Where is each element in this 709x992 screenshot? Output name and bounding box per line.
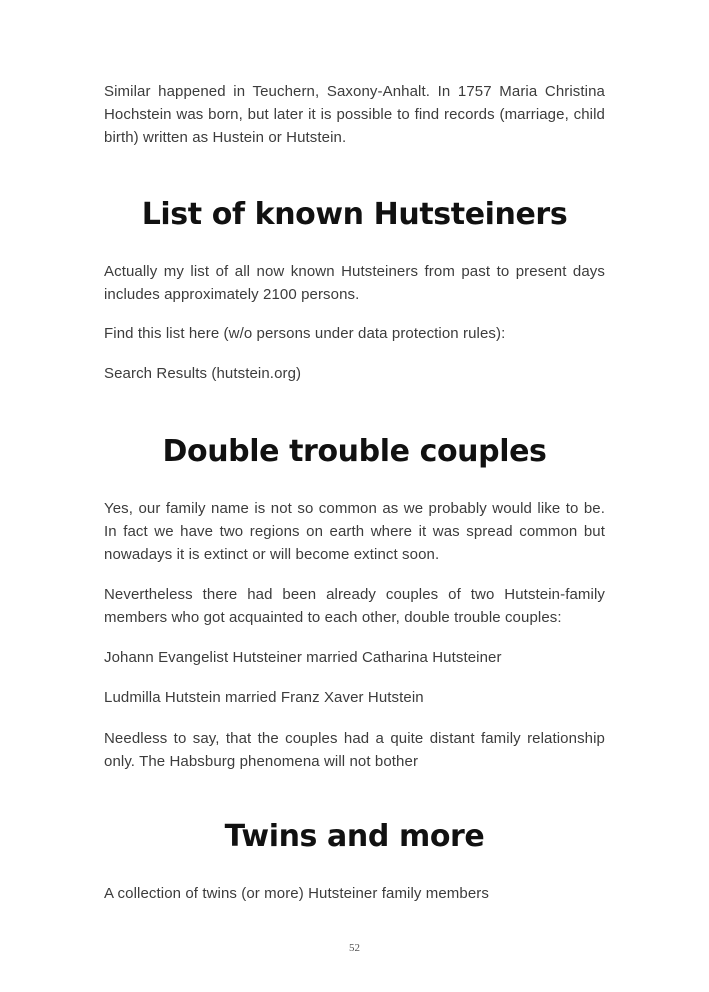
paragraph-list-intro: Actually my list of all now known Hutsteiners from past to present days includes approximately 2100 persons. [104,263,605,303]
paragraph-double-intro: Yes, our family name is not so common as we probably would like to be. In fact we have two regions on earth where it was spread common but nowadays it is extinct or will become extinct soon. [104,500,605,563]
paragraph-list-find: Find this list here (w/o persons under data protection rules): [104,325,506,342]
page-number: 52 [349,942,360,954]
heading-twins-and-more: Twins and more [224,819,485,854]
paragraph-double-couples: Nevertheless there had been already couples of two Hutstein-family members who got acquainted to each other, double trouble couples: [104,586,605,626]
paragraph-twins-intro: A collection of twins (or more) Hutsteiner family members [104,885,489,902]
heading-list-of-known-hutsteiners: List of known Hutsteiners [141,197,568,232]
search-results-link[interactable]: Search Results (hutstein.org) [104,365,302,382]
paragraph-couple-2: Ludmilla Hutstein married Franz Xaver Hutstein [104,689,424,706]
paragraph-couple-1: Johann Evangelist Hutsteiner married Catharina Hutsteiner [104,649,502,666]
heading-double-trouble-couples: Double trouble couples [162,434,547,469]
document-page [104,0,605,992]
paragraph-needless: Needless to say, that the couples had a quite distant family relationship only. The Habsburg phenomena will not bother [104,730,605,770]
paragraph-teuchern: Similar happened in Teuchern, Saxony-Anhalt. In 1757 Maria Christina Hochstein was born, but later it is possible to find records (marriage, child birth) written as Hustein or Hutstein. [104,83,605,146]
